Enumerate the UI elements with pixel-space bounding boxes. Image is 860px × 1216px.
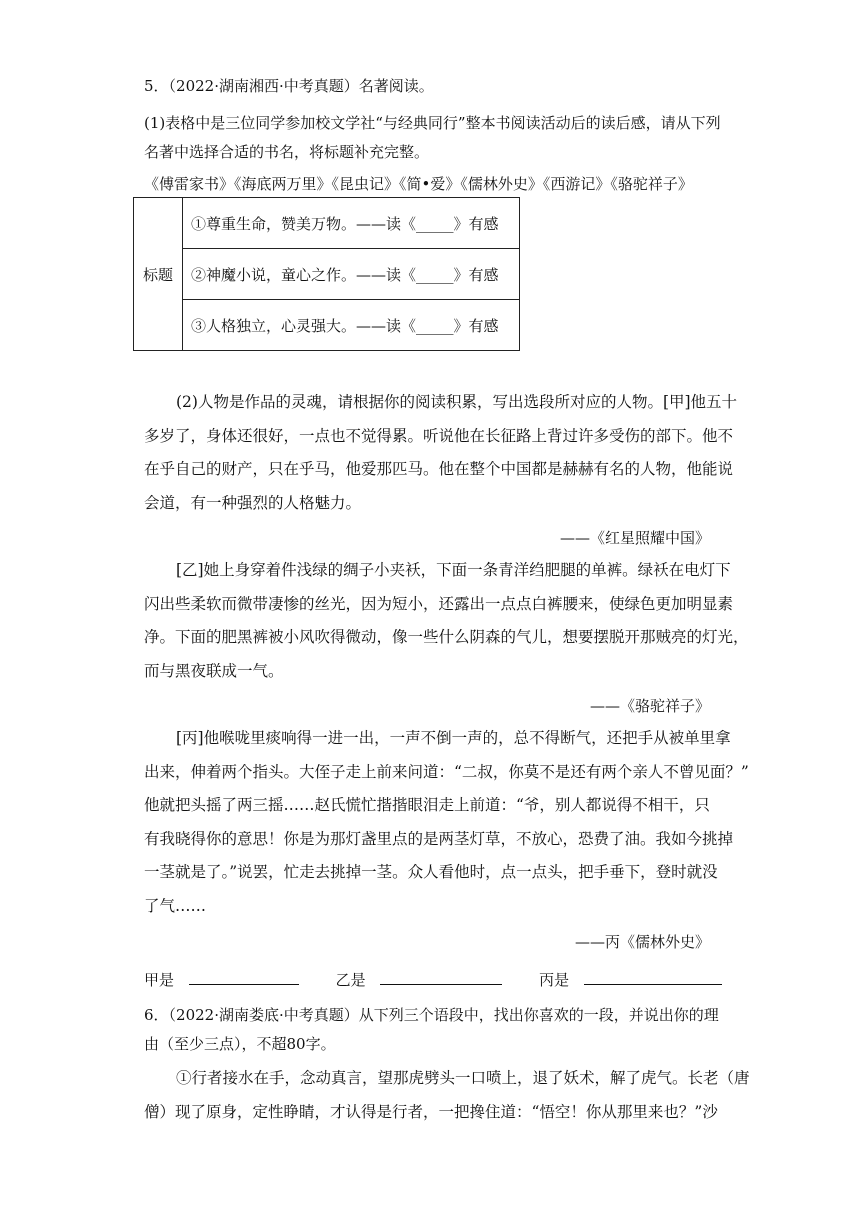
question-6-title-line2: 由（至少三点），不超80字。 (144, 1035, 336, 1053)
passage-c-line: 他就把头摇了两三摇……赵氏慌忙揩揩眼泪走上前道：“爷，别人都说得不相干，只 (144, 796, 710, 814)
source-a: ——《红星照耀中国》 (559, 529, 710, 547)
passage-b-line: [乙]她上身穿着件浅绿的绸子小夹袄，下面一条青洋绉肥腿的单裤。绿袄在电灯下 (176, 561, 731, 579)
passage-c-line: 有我晓得你的意思！你是为那灯盏里点的是两茎灯草，不放心，恐费了油。我如今挑掉 (144, 829, 734, 848)
q5-part1-line2: 名著中选择合适的书名，将标题补充完整。 (144, 143, 430, 161)
answer-a-blank[interactable] (189, 968, 299, 985)
passage-c-line: 了气…… (144, 896, 207, 915)
table-head: 标题 (134, 198, 183, 351)
passage-c-line: [丙]他喉咙里痰响得一进一出，一声不倒一声的，总不得断气，还把手从被单里拿 (176, 729, 731, 747)
q6-passage-line: ①行者接水在手，念动真言，望那虎劈头一口喷上，退了妖术，解了虎气。长老（唐 (176, 1069, 750, 1087)
source-c: ——丙《儒林外史》 (574, 933, 710, 951)
answer-b-blank[interactable] (380, 968, 502, 985)
title-table (133, 197, 520, 351)
answer-c-blank[interactable] (584, 968, 722, 985)
passage-b (144, 554, 749, 688)
answer-a-label: 甲是 (144, 971, 175, 989)
question-6-title-line1: 6．（2022·湖南娄底·中考真题）从下列三个语段中，找出你喜欢的一段，并说出你的理 (144, 1006, 719, 1024)
passage-b-line: 净。下面的肥黑裤被小风吹得微动，像一些什么阴森的气儿，想要摆脱开那贼亮的灯光， (144, 628, 749, 646)
passage-c-line: 出来，伸着两个指头。大侄子走上前来问道：“二叔，你莫不是还有两个亲人不曾见面？” (144, 762, 749, 781)
table-row-1: ①尊重生命，赞美万物。——读《_____》有感 (183, 198, 520, 249)
answer-row (144, 968, 722, 990)
q6-passage-1 (144, 1062, 750, 1129)
q6-passage-line: 僧）现了原身，定性睁睛，才认得是行者，一把搀住道：“悟空！你从那里来也？”沙 (144, 1102, 718, 1121)
source-b: ——《骆驼祥子》 (589, 697, 710, 715)
book-list: 《傅雷家书》《海底两万里》《昆虫记》《简•爱》《儒林外史》《西游记》《骆驼祥子》 (144, 175, 693, 193)
table-row-2: ②神魔小说，童心之作。——读《_____》有感 (183, 249, 520, 300)
passage-a-line: 会道，有一种强烈的人格魅力。 (144, 493, 362, 512)
answer-b-label: 乙是 (335, 971, 366, 989)
passage-b-line: 闪出些柔软而微带凄惨的丝光，因为短小，还露出一点点白裤腰来，使绿色更加明显素 (144, 594, 734, 613)
answer-c-label: 丙是 (539, 971, 570, 989)
passage-c-line: 一茎就是了。”说罢，忙走去挑掉一茎。众人看他时，点一点头，把手垂下，登时就没 (144, 863, 718, 881)
q5-part1-line1: (1)表格中是三位同学参加校文学社“与经典同行”整本书阅读活动后的读后感，请从下列 (144, 114, 721, 132)
passage-b-line: 而与黑夜联成一气。 (144, 661, 284, 680)
passage-c (144, 722, 749, 923)
passage-a-line: 在乎自己的财产，只在乎马，他爱那匹马。他在整个中国都是赫赫有名的人物，他能说 (144, 460, 734, 478)
passage-a-line: 多岁了，身体还很好，一点也不觉得累。听说他在长征路上背过许多受伤的部下。他不 (144, 426, 734, 445)
passage-a (144, 386, 738, 520)
table-row-3: ③人格独立，心灵强大。——读《_____》有感 (183, 300, 520, 351)
passage-a-line: (2)人物是作品的灵魂，请根据你的阅读积累，写出选段所对应的人物。[甲]他五十 (176, 393, 738, 411)
question-5-title: 5．（2022·湖南湘西·中考真题）名著阅读。 (144, 77, 434, 95)
